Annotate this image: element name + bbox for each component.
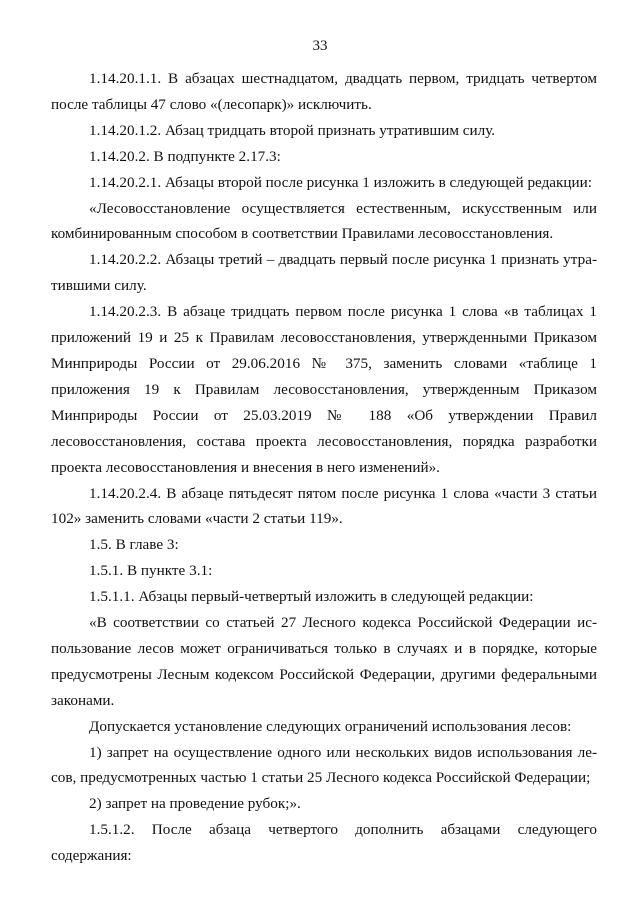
paragraph: 1.14.20.1.2. Абзац тридцать второй признать утратившим силу. (89, 121, 496, 139)
paragraph: 1) запрет на осуществление одного или нескольких видов использования лесов, предусмотренных частью 1 статьи 25 Лесного кодекса Российской Федерации; (51, 743, 597, 787)
page-number: 33 (312, 38, 328, 54)
paragraph: «В соответствии со статьей 27 Лесного кодекса Российской Федерации использование лесов может ограничиваться только в случаях и в порядке, которые предусмотрены Лесным кодексом Российской Федерации, другими федеральными законами. (51, 614, 597, 709)
paragraph: «Лесовосстановление осуществляется естественным, искусственным или комбинированным способом в соответствии Правилами лесовосстановления. (51, 199, 597, 243)
paragraph: 1.14.20.2. В подпункте 2.17.3: (89, 147, 281, 165)
paragraph: 1.14.20.1.1. В абзацах шестнадцатом, двадцать первом, тридцать четвертом после таблицы 47 слово «(лесопарк)» исключить. (51, 70, 597, 113)
paragraph: 1.5.1.2. После абзаца четвертого дополнить абзацами следующего содержания: (51, 821, 597, 865)
paragraph: 1.5. В главе 3: (89, 536, 179, 554)
paragraph: 1.5.1. В пункте 3.1: (89, 562, 213, 580)
paragraph: 1.5.1.1. Абзацы первый-четвертый изложить в следующей редакции: (89, 588, 534, 606)
paragraph: Допускается установление следующих ограничений использования лесов: (89, 717, 572, 735)
paragraph: 1.14.20.2.2. Абзацы третий – двадцать первый после рисунка 1 признать утратившими силу. (51, 251, 597, 295)
paragraph: 1.14.20.2.4. В абзаце пятьдесят пятом после рисунка 1 слова «части 3 статьи 102» заменить словами «части 2 статьи 119». (51, 484, 597, 528)
paragraph: 2) запрет на проведение рубок;». (89, 795, 301, 813)
paragraph: 1.14.20.2.3. В абзаце тридцать первом после рисунка 1 слова «в таблицах 1 приложений 19 и 25 к Правилам лесовосстановления, утвержденными Приказом Минприроды России от 29.06.2016 № 375, заменить словами «таблице 1 приложения 19 к Правилам лесовосстановления, утвержденным Приказом Минприроды России от 25.03.2019 № 188 «Об утверждении Правил лесовосстановления, состава проекта лесовосстановления, порядка разработки проекта лесовосстановления и внесения в него изменений». (51, 303, 597, 476)
document-body (51, 66, 597, 869)
paragraph: 1.14.20.2.1. Абзацы второй после рисунка 1 изложить в следующей редакции: (89, 173, 593, 191)
